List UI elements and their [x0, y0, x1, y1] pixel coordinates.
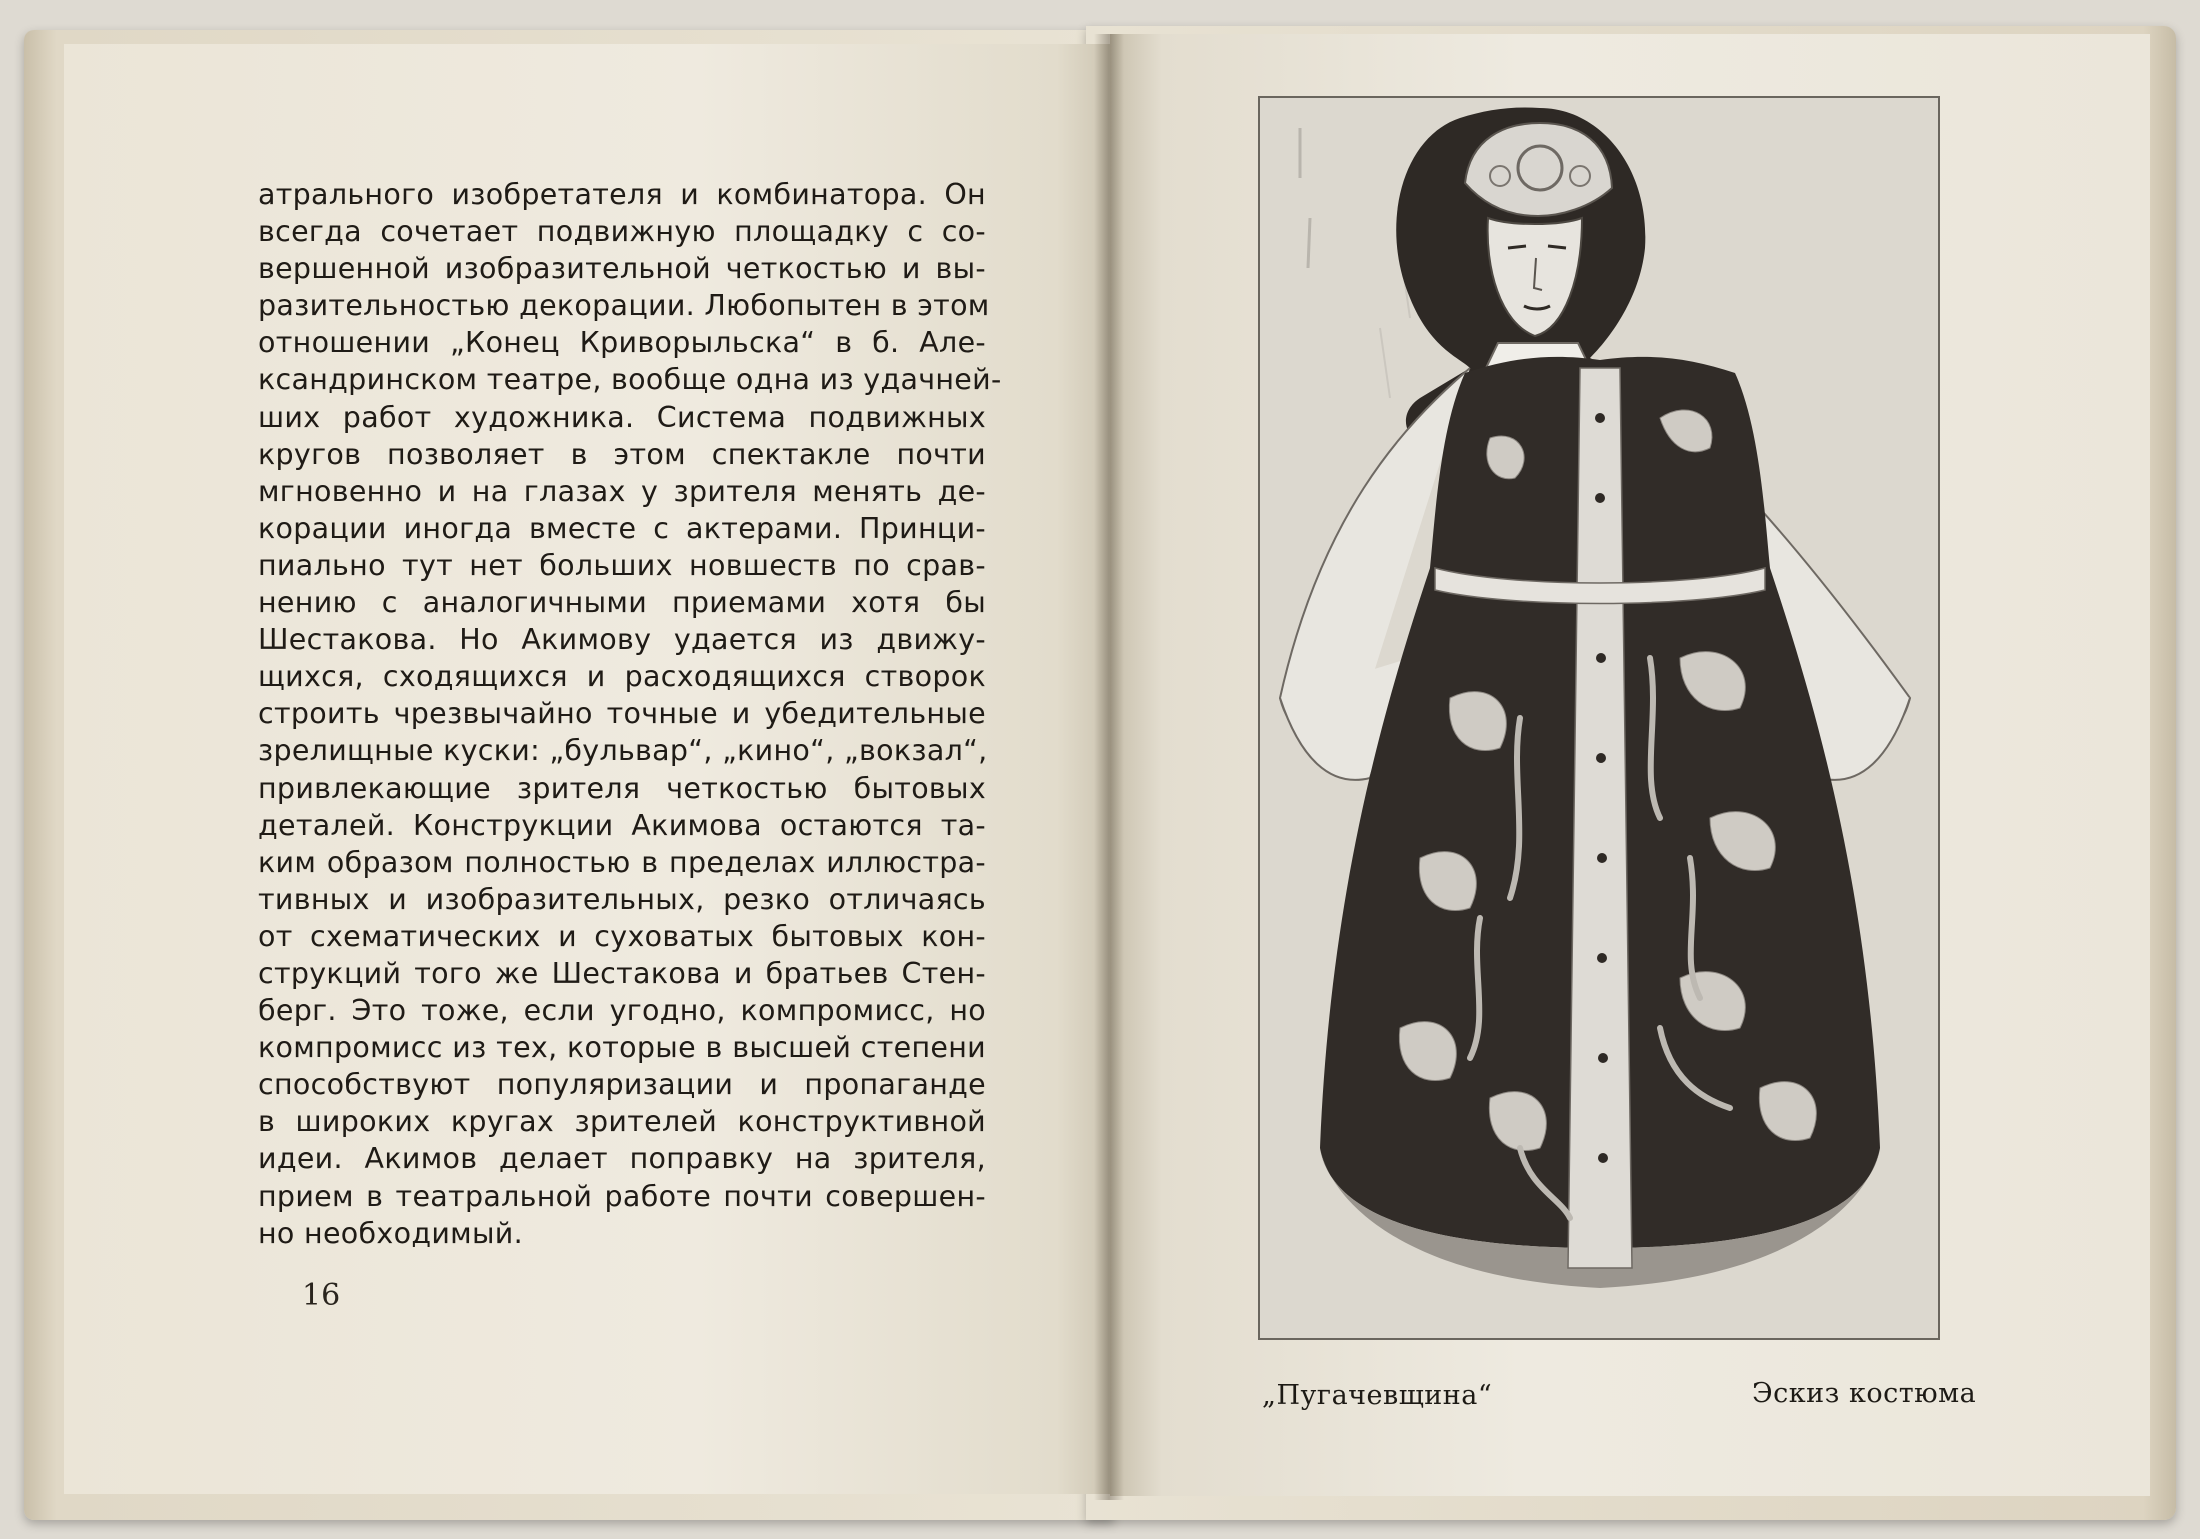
text-line: отношении „Конец Криворыльска“ в б. Але- [258, 326, 986, 360]
text-line: берг. Это тоже, если угодно, компромисс, но [258, 994, 986, 1028]
text-line: кругов позволяет в этом спектакле почти [258, 437, 986, 471]
text-line: пиально тут нет больших новшеств по срав- [258, 548, 986, 582]
text-line: струкций того же Шестакова и братьев Стен- [258, 956, 986, 990]
text-line: зрелищные куски: „бульвар“, „кино“, „вокзал“, [258, 734, 988, 768]
text-line: вершенной изобразительной четкостью и вы- [258, 252, 986, 286]
costume-sketch-drawing [1260, 98, 1938, 1338]
text-line: деталей. Конструкции Акимова остаются та- [258, 808, 986, 842]
text-line: нению с аналогичными приемами хотя бы [258, 586, 986, 620]
text-line: от схематических и суховатых бытовых кон- [258, 919, 986, 953]
text-line: компромисс из тех, которые в высшей степени [258, 1031, 986, 1065]
text-line: ших работ художника. Система подвижных [258, 400, 986, 434]
page-number: 16 [302, 1278, 341, 1313]
illustration-subtitle: Эскиз костюма [1752, 1378, 1977, 1409]
text-line: щихся, сходящихся и расходящихся створок [258, 660, 986, 694]
text-line: атрального изобретателя и комбинатора. Он [258, 178, 986, 211]
text-line: всегда сочетает подвижную площадку с со- [258, 215, 986, 249]
text-line: мгновенно и на глазах у зрителя менять де- [258, 474, 986, 508]
text-line: идеи. Акимов делает поправку на зрителя, [258, 1142, 986, 1176]
body-text [258, 176, 1002, 1252]
text-line: привлекающие зрителя четкостью бытовых [258, 771, 986, 805]
text-line: но необходимый. [258, 1216, 523, 1250]
text-line: прием в театральной работе почти совершен- [258, 1179, 986, 1213]
text-line: ксандринском театре, вообще одна из удачней- [258, 363, 1002, 397]
costume-sketch-illustration [1258, 96, 1940, 1340]
text-line: тивных и изобразительных, резко отличаясь [258, 882, 986, 916]
text-line: в широких кругах зрителей конструктивной [258, 1105, 986, 1139]
text-line: Шестакова. Но Акимову удается из движу- [258, 623, 986, 657]
text-line: способствуют популяризации и пропаганде [258, 1068, 986, 1102]
text-line: ким образом полностью в пределах иллюстра- [258, 845, 986, 879]
text-line: разительностью декорации. Любопытен в этом [258, 289, 990, 323]
book-gutter [1094, 34, 1124, 1500]
illustration-title: „Пугачевщина“ [1262, 1380, 1493, 1411]
text-line: корации иногда вместе с актерами. Принци- [258, 511, 986, 545]
text-line: строить чрезвычайно точные и убедительные [258, 697, 986, 731]
